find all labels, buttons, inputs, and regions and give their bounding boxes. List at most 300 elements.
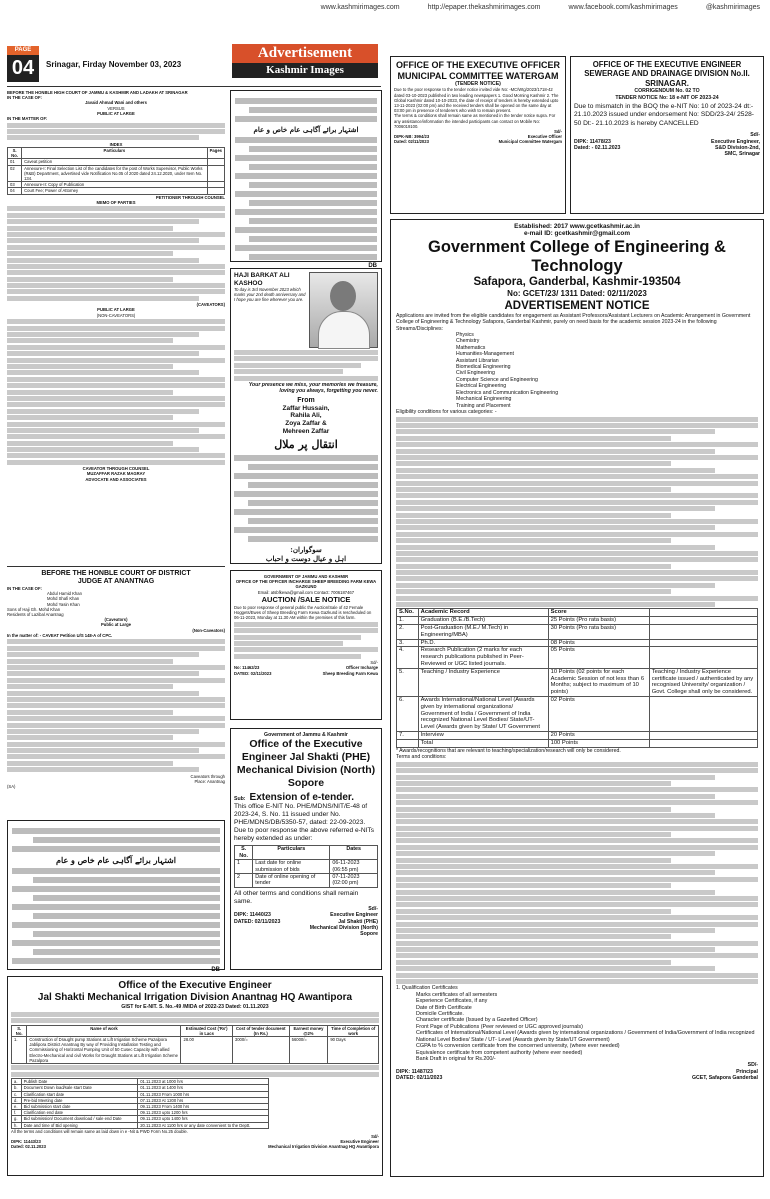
family-name: Mehreen Zaffar	[282, 427, 330, 435]
portrait-body	[318, 311, 370, 349]
sd-label: Sd/-	[368, 905, 378, 912]
sd-label: Sd/-	[750, 132, 760, 139]
table-cell: 02	[8, 165, 22, 182]
table-cell	[397, 739, 419, 747]
table-cell: c.	[12, 1091, 22, 1097]
table-cell: Interview	[418, 731, 548, 739]
list-item: Mathematics	[456, 344, 486, 351]
table-cell: 100 Points	[548, 739, 649, 747]
dates-table	[11, 1078, 269, 1129]
advertisement-subtitle: Kashmir Images	[232, 63, 378, 78]
list-item: Electronics and Communication Engineering	[456, 389, 559, 396]
table-cell	[649, 617, 757, 625]
notice-body: Due to mismatch in the BOQ the e-NIT No: 10 of 2023-24 dt:- 21.10.2023 issued under endorsement No: SDD/23-24/ 2528-50 Dt:- 21.10.2023 is hereby CANCELLED	[574, 103, 754, 127]
signatory: Principal	[736, 1068, 758, 1075]
party-name: Mohd Yasin Khan	[47, 601, 80, 607]
table-cell: Ph.D.	[418, 639, 548, 647]
email-line: e-mail ID: gcetkashmir@gmail.com	[523, 230, 631, 238]
caveator-through: Caveators through	[190, 773, 225, 779]
top-links-bar	[0, 0, 770, 14]
sd-label: Sd/-	[371, 1134, 379, 1139]
twitter-link[interactable]: @kashmirimages	[705, 3, 760, 11]
counsel-name: MUZAFFAR RAZAK MAGRAY	[86, 471, 146, 477]
table-cell: a.	[12, 1079, 22, 1085]
table-row	[397, 696, 758, 731]
list-item: Biomedical Engineering	[456, 364, 511, 371]
signatory: Officer Incharge	[345, 665, 378, 671]
table-cell: f.	[12, 1110, 22, 1116]
table-cell: 90 Days	[328, 1036, 379, 1063]
sd-label: Sd/-	[554, 129, 562, 135]
awards-note: * Awards/recognitions that are relevant to teaching/specialization/research will only be considered.	[396, 747, 621, 754]
signature-row-2	[394, 139, 562, 144]
notice-intro: Applications are invited from the eligible candidates for engagement as Assistant Professors/Assistant Lecturers on Academic Arrangement in Government College of Engineering & Technology Safapora, Ganderbal Kashmir, purely on need basis for the academic session 2023-24 in the following Streams/Disciplines:	[396, 312, 751, 332]
notice-title: ADVERTISEMENT NOTICE	[504, 299, 650, 312]
table-cell: 25 Points (Pro rata basis)	[548, 617, 649, 625]
table-cell: 4.	[397, 647, 419, 668]
table-cell: 01	[8, 159, 22, 165]
page-number: 04	[7, 55, 39, 82]
list-item: Computer Science and Engineering	[456, 376, 538, 383]
table-cell	[649, 731, 757, 739]
dateline: Srinagar, Firday November 03, 2023	[46, 60, 182, 69]
college-location: Safapora, Ganderbal, Kashmir-193504	[473, 275, 681, 288]
table-cell: 05 Points	[548, 647, 649, 668]
table-cell: Post-Graduation (M.E./ M.Tech) in Engineering/MBA)	[418, 625, 548, 640]
notice-footer: All the terms and conditions will remain same as laid down in e -Nit & PWD Form No.25 double.	[11, 1128, 188, 1134]
eligibility-label: Eligibility conditions for various categories: -	[396, 408, 497, 415]
obituary-verse: Your presence we miss, your memories we treasure, loving you always, forgetting you never.	[248, 381, 378, 395]
epaper-link[interactable]: http://epaper.thekashmirimages.com	[427, 3, 541, 11]
table-cell: 2	[235, 874, 253, 888]
watergam-tender-notice	[390, 56, 566, 214]
list-item: Domicile Certificate.	[416, 1011, 464, 1018]
gcet-advertisement-notice	[390, 219, 764, 1177]
table-cell: 3000/=	[232, 1036, 289, 1063]
table-cell: 08 Points	[548, 639, 649, 647]
notice-title: AUCTION /SALE NOTICE	[261, 594, 351, 604]
table-row	[397, 731, 758, 739]
notice-body: Due to poor response of general public the Auction/Sale of 42 Female Hoggets/Ewes of Sheep Breeding Farm Kewa Gazkund is rescheduled on 06-11-2023, Monday at 11.30 AM within the premises of this farm.	[234, 604, 372, 621]
urdu-text	[235, 98, 377, 122]
table-cell: 06-11-2023 (06:55 pm)	[330, 860, 378, 874]
text-block	[7, 123, 225, 141]
table-cell: 04	[8, 188, 22, 194]
signatory-2: Municipal Committee Watergam	[498, 139, 562, 145]
public-label: Public at Large	[100, 622, 132, 628]
list-item: Character certificate (Issued by a Gazetted Officer)	[416, 1017, 538, 1024]
signature-row-2	[396, 1075, 758, 1081]
nit-line: GIST for E-NIT. S. No.-49 /MIDA of 2022-23 Dated: 01.11.2023	[121, 1004, 269, 1010]
table-header-cell	[649, 609, 757, 617]
notice-title: Office of the Executive Engineer	[118, 980, 272, 991]
case-of-label: IN THE CASE OF:	[7, 586, 42, 591]
non-caveators-label: (Non-Caveators)	[192, 627, 225, 633]
table-cell: 28.00	[181, 1036, 232, 1063]
petitioner-through: PETITIONER THROUGH COUNSEL	[155, 194, 225, 200]
facebook-link[interactable]: www.facebook.com/kashmirimages	[568, 3, 678, 11]
notice-footer: All other terms and conditions shall remain same.	[234, 889, 359, 905]
list-item: Assistant Librarian	[456, 357, 499, 364]
table-cell: Construction of Draught pump Stations at Lift Irrigation Scheme Pazalpora Jablipora District Anantnag By way of Providing Installation Testing and Commissioning of Horizontal Pumping Unit of 50 Cusec Capacity with allied Electro-Mechanical and civil Works for Draught Stations at Lift Irrigation Scheme Pazalpora	[27, 1036, 181, 1063]
table-row	[8, 188, 225, 194]
notice-heading: BEFORE THE HONBLE HIGH COURT OF JAMMU & KASHMIR AND LADAKH AT SRINAGAR	[7, 90, 188, 95]
table-cell: 09.11.2023 From 1400 hrs	[138, 1103, 268, 1109]
gov-heading: GOVERNMENT OF JAMMU AND KASHMIR	[263, 574, 349, 579]
table-cell: 1.	[12, 1036, 27, 1063]
table-header-cell: Academic Record	[418, 609, 548, 617]
non-caveators-label: (NON-CAVEATORS)	[96, 312, 136, 318]
notice-footer: DB	[368, 263, 377, 269]
family-name: Rahila Ali,	[290, 412, 322, 420]
notice-text	[11, 1065, 379, 1076]
advertisement-title: Advertisement	[232, 44, 378, 63]
table-cell: Pre-bid Meeting date	[21, 1097, 138, 1103]
table-row	[397, 668, 758, 696]
table-cell: h.	[12, 1122, 22, 1128]
list-item: Certificates of International/National Level (Awards given by international organizations / Government of India/Government of India recognized National Level Bodies/ State / UT- Level (Awards given by State/UT Government)	[416, 1030, 755, 1043]
notice-text	[234, 622, 378, 659]
table-row	[397, 625, 758, 640]
table-cell: 2.	[397, 625, 419, 640]
table-header-cell: S. No.	[8, 147, 22, 158]
table-row	[12, 1036, 379, 1063]
mechanical-irrigation-notice	[7, 976, 383, 1176]
table-cell: 56000/=	[289, 1036, 328, 1063]
dipk-number: DIPK: 11478/23	[574, 138, 611, 145]
urdu-heading: اشتہار برائے آگاہی عام خاص و عام	[56, 855, 176, 865]
notice-heading: BEFORE THE HONBLE COURT OF DISTRICT	[41, 570, 191, 577]
urdu-notice-top	[230, 90, 382, 269]
obituary-notice	[230, 268, 382, 564]
notice-body-2: Due to poor response the above referred e-NITs hereby extended as under:	[234, 827, 375, 843]
signatory-2: GCET, Safapora Ganderbal	[691, 1075, 758, 1082]
table-cell: 6.	[397, 696, 419, 731]
list-item: Marks certificates of all semesters	[416, 991, 498, 998]
table-row	[397, 639, 758, 647]
table-header-cell: Dates	[330, 846, 378, 860]
table-header-cell: Estimated Cost ('Rs') in Lacs	[181, 1025, 232, 1036]
table-header-cell: Pages	[207, 147, 224, 158]
sewerage-corrigendum-notice	[570, 56, 764, 214]
urdu-title: انتقال پر ملال	[274, 438, 338, 452]
gov-heading: Government of Jammu & Kashmir	[264, 732, 348, 738]
notice-body-2: The terms & conditions shall remain same as mentioned in the tender notice supra. For any assistance/information the intended participants can contact on Mobile No: 7006019100.	[394, 113, 556, 129]
table-cell: 01.11.2023 at 1400 hrs	[138, 1085, 268, 1091]
documents-list	[396, 992, 758, 1062]
terms-label: Terms and conditions:	[396, 753, 447, 760]
table-cell: 20 Points	[548, 731, 649, 739]
table-row	[397, 617, 758, 625]
table-header-cell: S. No.	[235, 846, 253, 860]
notice-text	[11, 1012, 379, 1023]
page-badge	[7, 46, 39, 82]
signature-row-2	[11, 1144, 379, 1149]
table-cell	[649, 696, 757, 731]
table-cell: 01.11.2023 at 1000 hrs	[138, 1079, 268, 1085]
terms-text	[396, 762, 758, 984]
respondent-name: PUBLIC AT LARGE	[97, 110, 135, 116]
table-header-row	[235, 846, 378, 860]
table-cell: 09.11.2023 upto 1400 hrs	[138, 1116, 268, 1122]
signatory: Executive Officer	[527, 134, 562, 140]
qualification-label: 1. Qualification Certificates	[396, 985, 458, 992]
table-row	[12, 1122, 269, 1128]
subject-row	[234, 792, 378, 803]
list-item: Training and Placement	[456, 402, 511, 409]
notice-date: DATED: 02/11/2023	[234, 918, 281, 925]
table-header-cell: S. No.	[12, 1025, 27, 1036]
table-cell: Teaching / Industry Experience certificate issued / authenticated by any recognised University/ organization / Govt. College shall only be considered.	[649, 668, 757, 696]
work-table	[11, 1025, 379, 1064]
deceased-name: HAJI BARKAT ALI KASHOO	[234, 272, 290, 287]
place: Place: Anantnag	[194, 778, 225, 784]
portrait-head	[330, 281, 356, 311]
table-cell: Teaching / Industry Experience	[418, 668, 548, 696]
urdu-text	[234, 455, 378, 542]
table-cell	[207, 188, 224, 194]
versus-label: VERSUS	[107, 105, 125, 111]
notice-footer: DB	[211, 967, 220, 973]
notice-number: No: 11462/23	[234, 665, 260, 671]
list-item: Experience Certificates, if any	[416, 998, 488, 1005]
party-name: Mohd Shafi Khan	[47, 596, 80, 602]
extension-table	[234, 845, 378, 887]
signatory-2: Mechanical Irrigation Division Anantnag HQ Awantipora	[268, 1144, 379, 1150]
table-cell: 1.	[397, 617, 419, 625]
party-name: Abdul Hamid Khan	[47, 591, 82, 597]
signatory-2: Sheep Breeding Farm Kewa	[322, 670, 378, 676]
table-cell: Bid submission/ Document download / sale end Date	[21, 1116, 138, 1122]
caveat-body-text	[7, 319, 225, 465]
signature-row-2	[234, 671, 378, 676]
matter-label: IN THE MATTER OF:	[7, 116, 48, 122]
table-cell	[649, 647, 757, 668]
dipk-number: DIPK: 11443/23	[11, 1139, 41, 1145]
jal-shakti-sopore-notice	[230, 728, 382, 970]
table-header-cell: Earnest money @2%	[289, 1025, 328, 1036]
table-row	[8, 165, 225, 182]
table-cell: Document Down load/sale start Date	[21, 1085, 138, 1091]
signatory-3: SMC, Srinagar	[724, 151, 760, 158]
table-row	[397, 739, 758, 747]
table-row	[235, 874, 378, 888]
portrait-photo	[309, 272, 378, 348]
signatory: Executive Engineer	[340, 1139, 379, 1145]
subject-label: Sub:	[234, 796, 246, 803]
signatory: Executive Engineer,	[710, 138, 760, 145]
dipk-number: DIPK-NB: 3994/23	[394, 134, 430, 140]
signatory-3: Mechanical Division (North)	[309, 925, 378, 932]
table-cell: 1	[235, 860, 253, 874]
table-header-row	[397, 609, 758, 617]
contact-info: Email: atsbfkewa@gmail.com Contact: 7006187467	[257, 589, 355, 595]
table-cell: 7.	[397, 731, 419, 739]
table-cell: Awards International/National Level (Awards given by international organizations/ Government of India / Government of India recognized National Level Bodies/ State/UT-Level (Awards given by State/ UT Government	[418, 696, 548, 731]
table-cell: Clarification start date	[21, 1091, 138, 1097]
matter-label: In the matter of: - CAVEAT Petition U/S 148-A of CPC.	[7, 632, 113, 638]
notice-date: DATED: 02/11/2023	[234, 670, 272, 676]
table-cell: 03	[8, 182, 22, 188]
high-court-caveat-notice	[7, 90, 225, 552]
table-cell: 02 Points	[548, 696, 649, 731]
page-label: PAGE	[7, 46, 39, 55]
table-cell: 07.11.2023 At 1200 hrs	[138, 1097, 268, 1103]
list-item: Civil Engineering	[456, 370, 495, 377]
list-item: Date of Birth Certificate	[416, 1004, 472, 1011]
table-cell	[207, 165, 224, 182]
list-item: Equivalence certificate from competent authority (where ever needed)	[416, 1049, 583, 1056]
obituary-text	[234, 350, 378, 381]
notice-title-2: Jal Shakti Mechanical Irrigation Division Anantnag HQ Awantipora	[37, 992, 353, 1003]
memo-of-parties: MEMO OF PARTIES	[96, 199, 136, 205]
list-item: Mechanical Engineering	[456, 396, 512, 403]
masthead-rule	[7, 86, 381, 87]
urdu-text	[12, 868, 220, 964]
table-cell: Clarification end date	[21, 1110, 138, 1116]
advertisement-banner	[232, 44, 378, 80]
table-header-cell: Particulars	[253, 846, 330, 860]
sa-label: (SA)	[7, 784, 16, 790]
table-cell: 5.	[397, 668, 419, 696]
table-header-cell: Score	[548, 609, 649, 617]
public-label: PUBLIC AT LARGE	[97, 307, 135, 313]
sd-label: Sd/-	[370, 660, 378, 666]
table-cell: Caveat petition	[22, 159, 208, 165]
table-cell	[649, 625, 757, 640]
table-cell	[649, 739, 757, 747]
table-cell: g.	[12, 1116, 22, 1122]
index-title: INDEX	[109, 141, 123, 147]
caveator-through: CAVEATOR THROUGH COUNSEL	[82, 466, 150, 472]
list-item: CGPA to % conversion certificate from the concerned university, (where ever needed)	[416, 1043, 620, 1050]
table-header-row	[12, 1025, 379, 1036]
party-name: Javaid Ahmad Wani and others	[85, 100, 147, 106]
table-cell: 20.11.2023 At 1100 hrs or any date convenient to the Deptt.	[138, 1122, 268, 1128]
dipk-number: DIPK: 11440/23	[234, 912, 271, 919]
table-cell: Court Fee; Power of Attorney	[22, 188, 208, 194]
urdu-text	[235, 137, 377, 260]
table-cell: Publish Date	[21, 1079, 138, 1085]
table-cell: 01.11.2023 From 1000 hrs	[138, 1091, 268, 1097]
list-item: Chemistry	[456, 338, 480, 345]
urdu-footer: سوگواران:	[290, 545, 322, 555]
list-item: Humanities-Management	[456, 351, 514, 358]
notice-title: OFFICE OF THE EXECUTIVE ENGINEER SEWERAGE AND DRAINAGE DIVISION No.II. SRINAGAR.	[584, 60, 750, 88]
caveat-body-text	[7, 639, 225, 772]
table-row	[235, 860, 378, 874]
list-item: Electrical Engineering	[456, 383, 507, 390]
caveators-label: (CAVEATORS)	[196, 302, 225, 308]
urdu-notice-box	[7, 820, 225, 973]
table-cell: 10 Points (02 points for each Academic Session of not less than 6 Months; subject to maximum of 10 points)	[548, 668, 649, 696]
parties-list	[7, 206, 225, 300]
list-item: Physics	[456, 332, 474, 339]
table-cell: 07-11-2023 (02:00 pm)	[330, 874, 378, 888]
index-table	[7, 147, 225, 195]
signatory-2: Jal Shakti (PHE)	[338, 918, 378, 925]
table-cell: Annexure-I: Final Selection List of the candidates for the post of Works Supervisor, Public Works (R&B) Department, advertised vide Notification No.05 of 2020 dated 24.12.2020, under Item No. 134.	[22, 165, 208, 182]
table-cell	[649, 639, 757, 647]
table-cell: Date of online opening of tender	[253, 874, 330, 888]
signatory-2: S&D Division-2nd,	[715, 145, 760, 152]
notice-date: Dated: 02/11/2023	[394, 139, 429, 145]
urdu-heading: اشتہار برائے آگاہی عام خاص و عام	[253, 125, 359, 134]
notice-body: Due to the poor response to the tender notice invited vide No: -MC/Wtg/2023/1718-42 dated 03-10-2023 published in two leading newspapers 1. Good Morning Kashmir 2. The Global Kashmir dated 10-10-2023, the date of receipt of tenders is hereby extended upto 13-11-2023 (02:00 pm) and the received tenders shall be opened on the same day at 03:00 pm in presence of tenderers who wish to remain present.	[394, 87, 559, 114]
corrigendum-label: CORRIGENDUM No. 02 TO	[634, 88, 700, 95]
from-label: From	[297, 396, 315, 404]
score-table	[396, 608, 758, 747]
signatory: Executive Engineer	[330, 912, 378, 919]
table-cell: Last date for online submission of bids	[253, 860, 330, 874]
notice-body: This office E-NIT No. PHE/MDNS/NIT/E-48 of 2023-24, S. No. 11 issued under No. PHE/MDNS/DB/5350-57, dated: 22-09-2023.	[234, 803, 368, 827]
signatory-4: Sopore	[360, 931, 378, 938]
list-item: Bank Draft in original for Rs.200/-	[416, 1055, 496, 1062]
counsel-role: ADVOCATE AND ASSOCIATES	[85, 476, 147, 482]
website-link[interactable]: www.kashmirimages.com	[320, 3, 400, 11]
table-cell: 3.	[397, 639, 419, 647]
family-name: Zoya Zaffar &	[285, 419, 327, 427]
table-header-cell: Time of Completion of work	[328, 1025, 379, 1036]
table-cell: 30 Points (Pro rata basis)	[548, 625, 649, 640]
obituary-header	[234, 272, 378, 348]
table-header-cell: Name of work	[27, 1025, 181, 1036]
established-line: Established: 2017 www.gcetkashmir.ac.in	[514, 223, 640, 230]
table-cell: Total	[418, 739, 548, 747]
case-of-label: IN THE CASE OF:	[7, 95, 42, 101]
dipk-number: DIPK: 11487/23	[396, 1068, 433, 1075]
sd-label: SD/-	[747, 1062, 758, 1069]
notice-subtitle: (TENDER NOTICE)	[455, 81, 501, 87]
notice-title: OFFICE OF THE EXECUTIVE OFFICER MUNICIPAL COMMITTEE WATERGAM	[395, 60, 560, 81]
auction-notice	[230, 570, 382, 720]
district-judge-caveat-notice	[7, 566, 225, 814]
obituary-intro: To day is 3rd November 2023 which marks your 2nd death anniversary and I hope you are fine wherever you are.	[234, 287, 306, 303]
streams-list	[396, 332, 758, 409]
table-cell: 09.11.2023 upto 1200 hrs	[138, 1110, 268, 1116]
notice-date: Dated: 02.11.2023	[11, 1144, 46, 1150]
notice-heading-2: JUDGE AT ANANTNAG	[77, 578, 155, 585]
notice-title: Office of the Executive Engineer Jal Shakti (PHE) Mechanical Division (North) Sopore	[236, 738, 376, 790]
notice-date: DATED: 02/11/2023	[396, 1075, 443, 1082]
office-heading: OFFICE OF THE OFFICER INCHARGE SHEEP BREEDING FARM KEWA GAZKUND	[235, 579, 377, 590]
urdu-footer-2: اہل و عیال دوست و احباب	[265, 554, 347, 564]
notice-number: No: GCET/23/ 1311 Dated: 02/11/2023	[507, 288, 647, 298]
residents: Residents of Lazibal Anantnag	[7, 612, 64, 618]
eligibility-text	[396, 417, 758, 607]
table-header-row	[8, 147, 225, 158]
table-header-cell: Particulars	[22, 147, 208, 158]
sons-of: Sons of Haji Gh. Mohd Khan	[7, 606, 61, 612]
college-title: Government College of Engineering & Technology	[428, 237, 726, 275]
table-row	[397, 647, 758, 668]
tender-label: TENDER NOTICE No: 18 e-NIT OF 2023-24	[615, 94, 719, 101]
list-item: Front Page of Publications (Peer reviewed or UGC approved journals)	[416, 1023, 583, 1030]
table-cell: Date and time of Bid opening	[21, 1122, 138, 1128]
table-cell: e.	[12, 1103, 22, 1109]
table-cell: Annexure-II: Copy of Publication	[22, 182, 208, 188]
caveators-label: (Caveators)	[104, 617, 128, 623]
table-cell: Graduation (B.E./B.Tech)	[418, 617, 548, 625]
urdu-text	[12, 828, 220, 852]
table-cell: b.	[12, 1085, 22, 1091]
table-cell: Research Publication (2 marks for each research publications published in Peer-Reviewed or UGC listed journals.	[418, 647, 548, 668]
table-cell: Bid submission start date	[21, 1103, 138, 1109]
table-cell: d.	[12, 1097, 22, 1103]
table-header-cell: S.No.	[397, 609, 419, 617]
table-header-cell: Cost of tender document (In Rs.)	[232, 1025, 289, 1036]
notice-date: Dated: - 02.11.2023	[574, 145, 621, 152]
